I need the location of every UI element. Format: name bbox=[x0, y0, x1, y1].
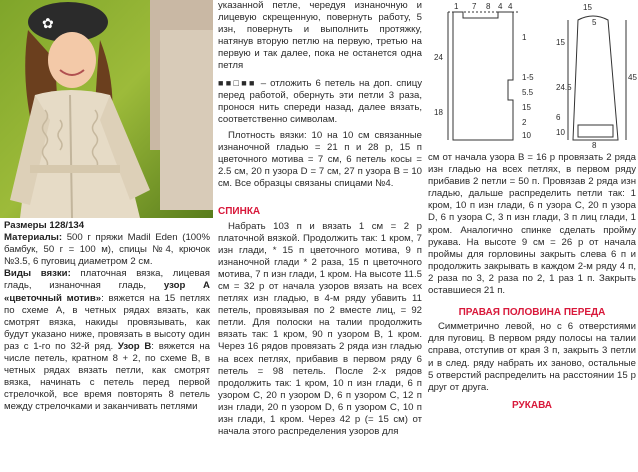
diagram-right-2: 24.5 bbox=[556, 83, 572, 92]
density-text: Плотность вязки: 10 на 10 см связанные изнаночной гладью = 21 п и 28 р, 15 п цветочного мотива = 7 см, 6 петель косы = 2.5 см, 20 п узора D = 7 см, 27 п узора B = 10 см. Все образцы связаны спицами №4. bbox=[218, 129, 422, 190]
diagram-top-1: 1 bbox=[454, 2, 459, 11]
sizes: Размеры 128/134 bbox=[4, 220, 85, 231]
diagram-top-4: 4 bbox=[498, 2, 503, 11]
diagram-mid-1: 1 bbox=[522, 33, 527, 42]
materials-column bbox=[4, 220, 210, 414]
diagram-top-3: 8 bbox=[486, 2, 491, 11]
diagram-top-5: 4 bbox=[508, 2, 513, 11]
diagram-right-5: 10 bbox=[556, 128, 565, 137]
diagram-sleeve-bottom: 8 bbox=[592, 141, 597, 150]
knit-types-label: Виды вязки: bbox=[4, 268, 71, 280]
diagram-right-1: 15 bbox=[556, 38, 565, 47]
materials-label: Материалы: bbox=[4, 232, 63, 244]
back-text: Набрать 103 п и вязать 1 см = 2 р платочной вязкой. Продолжить так: 1 кром, 7 изн глади, * 15 п цветочного мотива, 9 п изнаночной глади * 2 раза, 15 п цветочного мотива, 7 п изн глади, 1 кром. На высоте 11.5 см = 32 р от начала узоров вязать на всех петлях изн гладью, в 4-м ряду убавить 11 петель, провязывая по 2 вместе лиц, = 92 петли. Для полоски на талии продолжить вязать так: 1 кром, 90 п узором B, 1 кром. Через 16 рядов провязать 2 ряда изн гладью на всех петлях, прибавив в первом ряду 6 петель = 98 петель. После 2-х рядов продолжить так: 1 кром, 10 п изн глади, 6 п узором C, 20 п узором D, 6 п узором C, 12 п изн глади, 20 п узором D, 6 п узором C, 10 п изн глади, 1 кром. Через 42 р (= 15 см) от начала этого распределения узоров для bbox=[218, 220, 422, 438]
diagram-mid-6: 10 bbox=[522, 131, 531, 140]
diagram-top-2: 7 bbox=[472, 2, 477, 11]
svg-text:✿: ✿ bbox=[42, 16, 54, 32]
instructions-column bbox=[218, 0, 422, 438]
symbol-legend: ■■□■■ bbox=[218, 77, 257, 88]
diagram-label-18: 18 bbox=[434, 108, 443, 117]
diagram-mid-4: 15 bbox=[522, 103, 531, 112]
right-front-text: Симметрично левой, но с 6 отверстиями для пуговиц. В первом ряду полосы на талии справа, отступив от края 3 п, закрыть 3 петли и в след. ряду набрать их заново, остальные 5 отверстий распределить на расстоянии 15 р друг от друга. bbox=[428, 321, 636, 393]
pattern-diagram bbox=[428, 0, 638, 150]
back-heading: СПИНКА bbox=[218, 206, 261, 218]
pattern-a-text: : вяжется на 15 петлях по схеме А, в четных рядах вязать, как смотрят вязка, накиды провязывать, как будут указано ниже, провязать в высоту один раз с 1-го по 32-й ряд. bbox=[4, 292, 211, 352]
column-c-text: см от начала узора B = 16 р провязать 2 ряда изн гладью на всех петлях, в первом ряду прибавив 2 петли = 50 п. Провязав 2 ряда изн гладью, дальше распределить петли так: 1 кром, 10 п изн глади, 6 п узора C, 20 п узора D, 6 п узора C, 3 п изн глади, 3 п лиц глади, 1 кром. Аналогично спинке сделать пройму рукава. На высоте 9 см = 26 р от начала проймы для горловины закрыть слева 6 п и продолжить закрывать в каждом 2-м ряду 4 п, 2 раза по 3, 2 раза по 2, 1 раз 1 п. Закрыть оставшиеся 21 п. bbox=[428, 152, 636, 297]
sleeves-heading: РУКАВА bbox=[511, 399, 553, 411]
pattern-b-text: : вяжется на числе петель, кратном 8 + 2, по схеме В, в четных рядах вязать петли, как смотрят вязка, начинать с петель перед первой стрелочкой, все время повторять 8 петель между стрелочками и заканчивать петлями bbox=[4, 340, 210, 413]
symbol-text: – отложить 6 петель на доп. спицу перед работой, обернуть эти петли 3 раза, пронося нить спереди назад, далее вязать, соответственно символам. bbox=[218, 77, 423, 125]
diagram-top-6: 15 bbox=[583, 3, 592, 12]
pattern-a-label: узор А «цветочный мотив» bbox=[4, 280, 210, 304]
knit-types-text: платочная вязка, лицевая гладь, изнаночная гладь, bbox=[4, 268, 211, 292]
diagram-right-4: 6 bbox=[556, 113, 561, 122]
diagram-mid-5: 2 bbox=[522, 118, 527, 127]
diagram-sleeve-top: 5 bbox=[592, 18, 597, 27]
diagram-right-3: 45 bbox=[628, 73, 637, 82]
column-b-top-text: указанной петле, чередуя изнаночную и лицевую скрещенную, повернуть работу, 5 изн, повернуть и выполнить протяжку, натянув вторую петлю на первую, третью на первую и так далее, пока не останется одна петля bbox=[218, 0, 422, 72]
pattern-b-label: Узор В bbox=[117, 340, 152, 352]
diagram-label-24: 24 bbox=[434, 53, 443, 62]
diagram-mid-2: 1-5 bbox=[522, 73, 534, 82]
model-photo bbox=[0, 0, 213, 218]
right-front-heading: ПРАВАЯ ПОЛОВИНА ПЕРЕДА bbox=[458, 307, 606, 319]
diagram-mid-3: 5.5 bbox=[522, 88, 534, 97]
front-instructions-column bbox=[428, 152, 636, 412]
materials-text: 500 г пряжи Madil Eden (100% бамбук, 50 г = 100 м), спицы №4, крючок №3.5, 6 пуговиц диаметром 2 см. bbox=[4, 232, 210, 268]
